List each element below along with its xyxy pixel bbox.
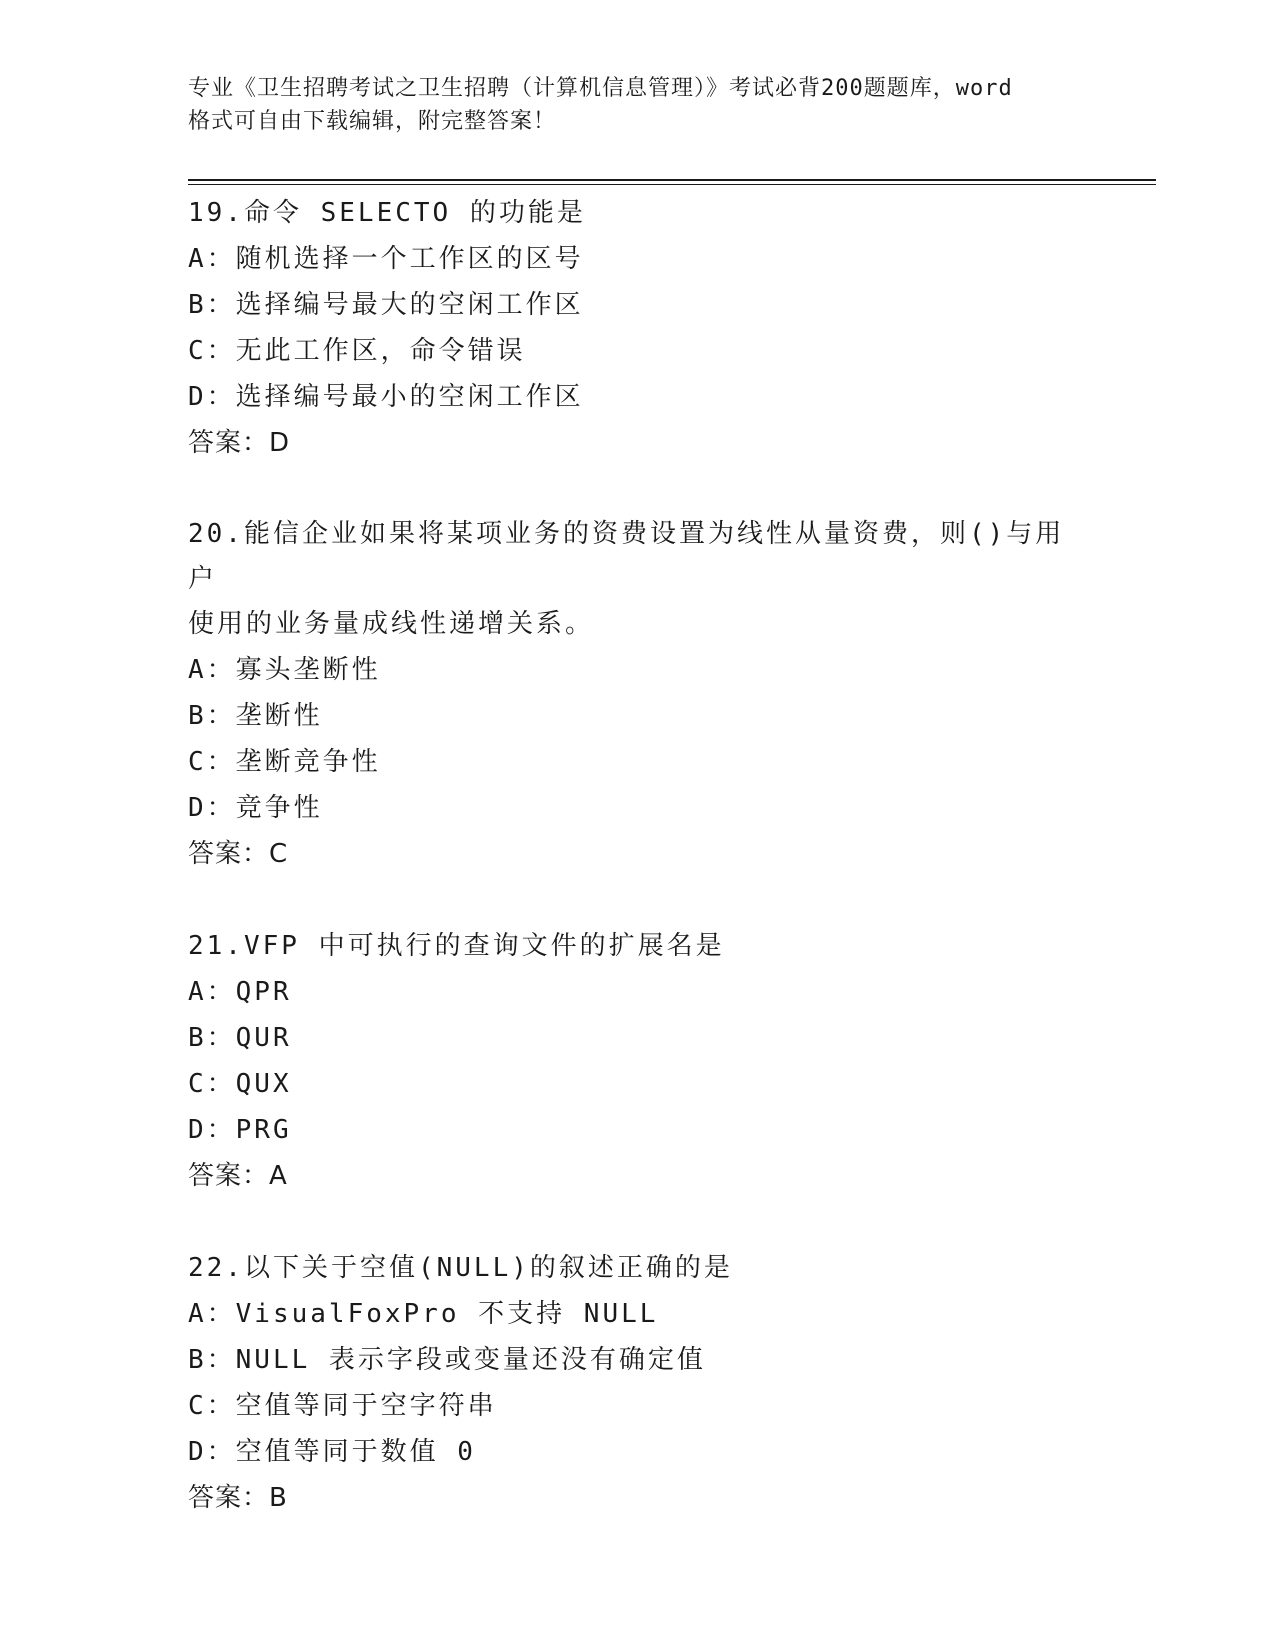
option-a: A：随机选择一个工作区的区号 [188,244,584,274]
header-line-2: 格式可自由下载编辑，附完整答案！ [188,109,557,134]
question-19 [188,190,1088,466]
option-c: C：垄断竞争性 [188,747,381,777]
question-21 [188,923,1088,1199]
option-d: D：选择编号最小的空闲工作区 [188,382,584,412]
option-d: D：竞争性 [188,793,323,823]
option-c: C：无此工作区，命令错误 [188,336,526,366]
option-a: A：QPR [188,977,292,1007]
question-list [188,190,1088,1567]
answer: 答案：D [188,428,291,458]
question-20 [188,512,1088,877]
question-stem: 20.能信企业如果将某项业务的资费设置为线性从量资费，则()与用户 使用的业务量成线性递增关系。 [188,519,1065,639]
option-d: D：空值等同于数值 0 [188,1437,476,1467]
option-a: A：VisualFoxPro 不支持 NULL [188,1299,659,1329]
option-d: D：PRG [188,1115,292,1145]
question-stem: 19.命令 SELECTO 的功能是 [188,198,586,228]
question-stem: 22.以下关于空值(NULL)的叙述正确的是 [188,1253,733,1283]
answer: 答案：A [188,1161,288,1191]
document-header [188,72,1088,138]
answer: 答案：C [188,839,289,869]
option-a: A：寡头垄断性 [188,655,381,685]
question-22 [188,1245,1088,1521]
option-b: B：垄断性 [188,701,323,731]
header-divider-thin [188,184,1156,185]
header-line-1: 专业《卫生招聘考试之卫生招聘（计算机信息管理）》考试必背200题题库，word [188,76,1013,101]
option-b: B：QUR [188,1023,292,1053]
option-c: C：QUX [188,1069,292,1099]
header-divider-thick [188,179,1156,181]
option-b: B：选择编号最大的空闲工作区 [188,290,584,320]
option-b: B：NULL 表示字段或变量还没有确定值 [188,1345,706,1375]
question-stem: 21.VFP 中可执行的查询文件的扩展名是 [188,931,725,961]
option-c: C：空值等同于空字符串 [188,1391,497,1421]
answer: 答案：B [188,1483,288,1513]
